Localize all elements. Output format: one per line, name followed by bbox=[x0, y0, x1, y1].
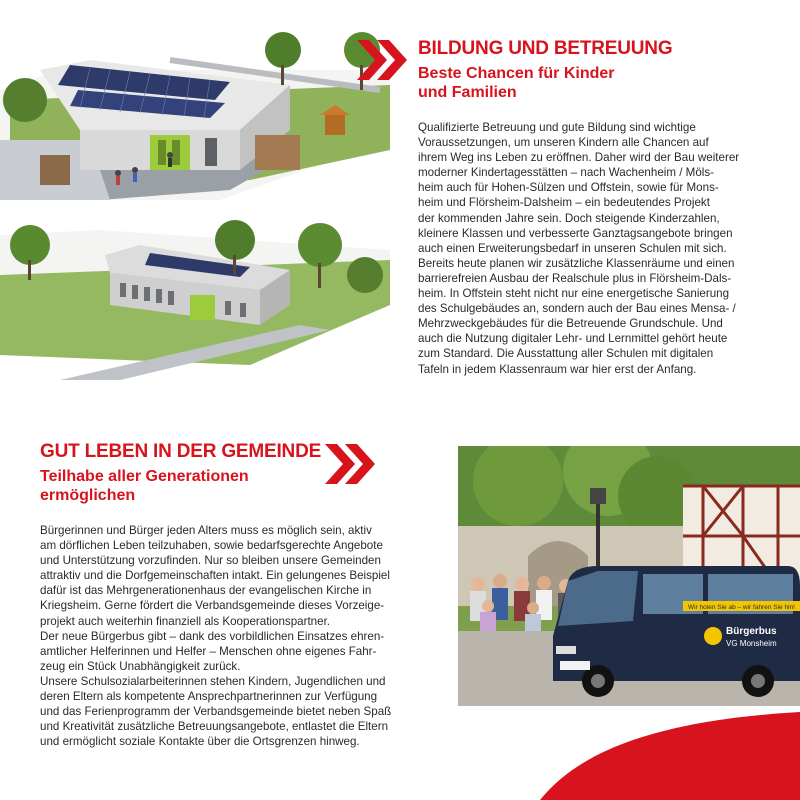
bus-label-line1: Bürgerbus bbox=[726, 626, 777, 637]
text-line: Bürgerinnen und Bürger jeden Alters muss es möglich sein, aktiv bbox=[40, 524, 372, 537]
section-subtitle-community bbox=[40, 467, 249, 505]
text-line: dafür ist das Mehrgenerationenhaus der evangelischen Kirche in bbox=[40, 584, 372, 598]
text-line: heim. In Offstein steht nicht nur eine energetische Sanierung bbox=[418, 287, 730, 301]
text-line: und Unterstützung vorzufinden. Nur so bleiben unsere Gemeinden bbox=[40, 554, 381, 568]
text-line: zeug ein Stück Unabhängigkeit zurück. bbox=[40, 659, 241, 673]
text-line: Qualifizierte Betreuung und gute Bildung sind wichtige bbox=[418, 121, 696, 134]
text-line: Tafeln in jedem Klassenraum war hier erst der Anfang. bbox=[418, 362, 697, 376]
text-line: der kommenden Jahre sein. Doch steigende Kinderzahlen, bbox=[418, 211, 720, 225]
text-line: und das Ferienprogramm der Verbandsgemeinde bietet neben Spaß bbox=[40, 705, 392, 719]
text-line: und Kreativität zusätzliche Betreuungsangebote, entlastet die Eltern bbox=[40, 720, 389, 734]
education-body-text bbox=[418, 120, 739, 377]
text-line: ihrem Weg ins Leben zu eröffnen. Daher wird der Bau weiterer bbox=[418, 151, 740, 165]
text-line: auch einen Erweiterungsbedarf in unseren Schulen mit sich. bbox=[418, 241, 727, 255]
section-subtitle-education bbox=[418, 64, 614, 102]
school-building-rendering-image bbox=[0, 215, 390, 380]
text-line: Bereits heute planen wir zusätzliche Klassenräume und einen bbox=[418, 256, 735, 270]
text-line: auch die Nutzung digitaler Lehr- und Lernmittel gehört heute bbox=[418, 332, 728, 346]
text-line: Voraussetzungen, um unseren Kindern alle Chancen auf bbox=[418, 136, 709, 150]
text-line: kleinere Klassen und verbesserte Ganztagsangebote bringen bbox=[418, 226, 733, 240]
text-line: und ermöglicht soziale Kontakte über die Ortsgrenzen hinweg. bbox=[40, 735, 360, 749]
double-chevron-right-icon bbox=[357, 40, 412, 80]
subtitle-line: und Familien bbox=[418, 84, 517, 101]
text-line: am dörflichen Leben teilzuhaben, sowie bedarfsgerechte Angebote bbox=[40, 539, 383, 553]
community-body-text bbox=[40, 523, 391, 749]
citizen-bus-photo bbox=[458, 446, 800, 706]
section-title-education: BILDUNG UND BETREUUNG bbox=[418, 38, 673, 59]
bus-label-line2: VG Monsheim bbox=[726, 639, 777, 648]
double-chevron-right-icon bbox=[325, 444, 380, 484]
text-line: zum Standard. Die Ausstattung aller Schulen mit digitalen bbox=[418, 347, 714, 361]
subtitle-line: Beste Chancen für Kinder bbox=[418, 65, 615, 82]
text-line: projekt auch weiterhin finanziell als Kooperationspartner. bbox=[40, 614, 331, 628]
subtitle-line: ermöglichen bbox=[40, 487, 136, 504]
text-line: Kriegsheim. Gerne fördert die Verbandsgemeinde dieses Vorzeige- bbox=[40, 599, 385, 613]
text-line: attraktiv und die Dorfgemeinschaften intakt. Ein gelungenes Beispiel bbox=[40, 569, 390, 583]
text-line: des Schulgebäudes an, sondern auch der Bau eines Mensa- / bbox=[418, 302, 736, 316]
decorative-red-corner bbox=[540, 700, 800, 800]
text-line: heim auch für Hohen-Sülzen und Offstein, sowie für Mons- bbox=[418, 181, 719, 195]
kindergarten-rendering-image bbox=[0, 30, 390, 200]
text-line: Mehrzweckgebäudes für die Betreuende Grundschule. Und bbox=[418, 317, 723, 331]
section-title-community: GUT LEBEN IN DER GEMEINDE bbox=[40, 441, 322, 462]
text-line: deren Eltern als kompetente Ansprechpartnerinnen zur Verfügung bbox=[40, 690, 378, 704]
bus-banner-text: Wir holen Sie ab – wir fahren Sie hin! bbox=[688, 604, 795, 611]
text-line: heim und Flörsheim-Dalsheim – ein bedeutendes Projekt bbox=[418, 196, 710, 210]
text-line: Der neue Bürgerbus gibt – dank des vorbildlichen Einsatzes ehren- bbox=[40, 629, 385, 643]
text-line: Unsere Schulsozialarbeiterinnen stehen Kindern, Jugendlichen und bbox=[40, 674, 386, 688]
text-line: amtlicher Helferinnen und Helfer – Menschen ohne eigenes Fahr- bbox=[40, 644, 377, 658]
subtitle-line: Teilhabe aller Generationen bbox=[40, 468, 249, 485]
text-line: moderner Kindertagesstätten – nach Wachenheim / Möls- bbox=[418, 166, 715, 180]
text-line: barrierefreien Ausbau der Realschule plus in Flörsheim-Dals- bbox=[418, 271, 732, 285]
